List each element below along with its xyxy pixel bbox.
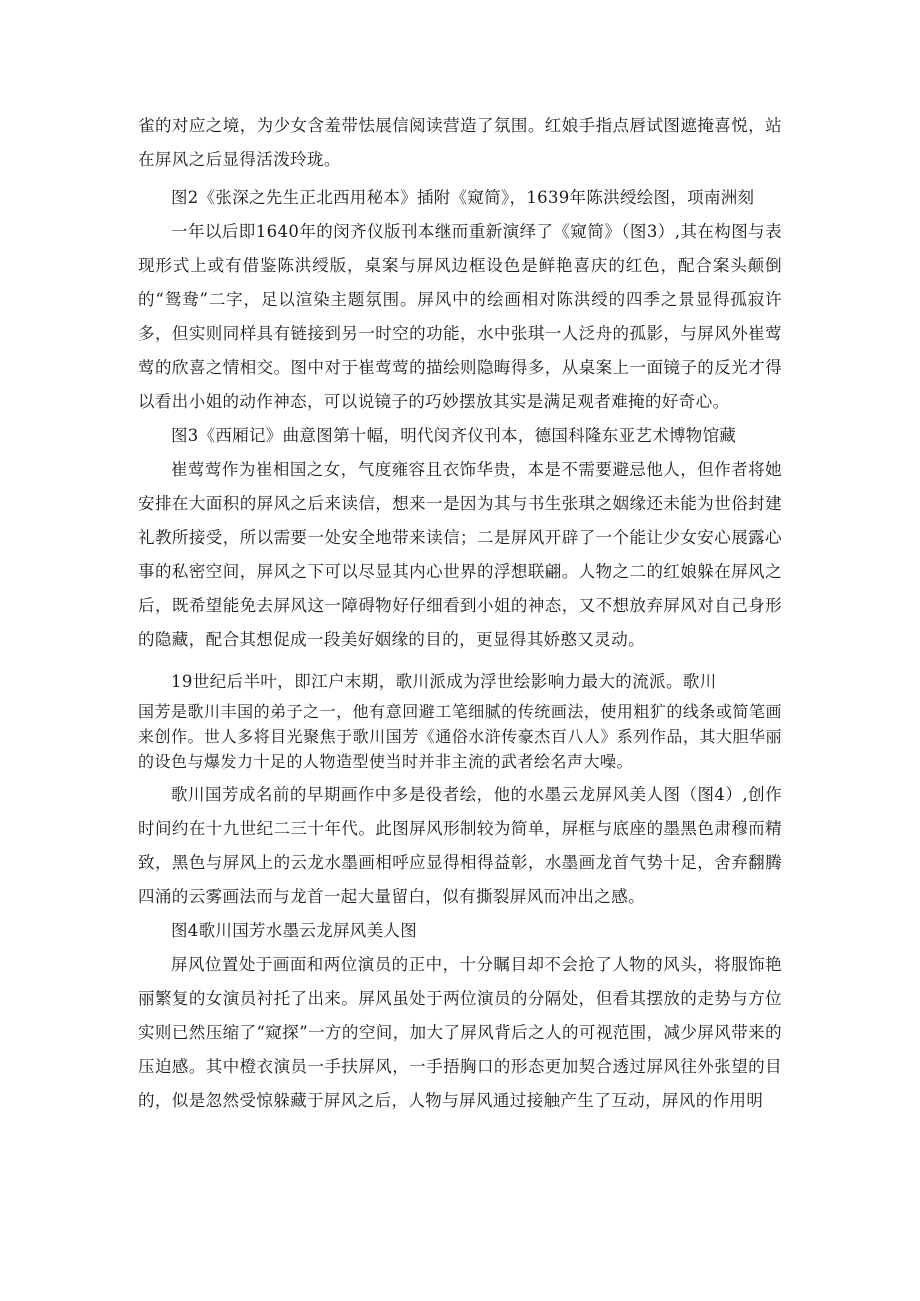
figure-caption-2: 图2《张深之先生正北西用秘本》插附《窥简》，1639年陈洪绶绘图，项南洲刻: [171, 188, 755, 207]
paragraph-4-lead: 19世纪后半叶，即江户末期，歌川派成为浮世绘影响力最大的流派。歌川: [171, 672, 717, 691]
paragraph-6: 屏风位置处于画面和两位演员的正中，十分瞩目却不会抢了人物的风头，将服饰艳丽繁复的女演员衬托了出来。屏风虽处于两位演员的分隔处，但看其摆放的走势与方位实则已然压缩了“窥探”一方的空间，加大了屏风背后之人的可视范围，减少屏风带来的压迫感。其中橙衣演员一手扶屏风，一手捂胸口的形态更加契合透过屏风往外张望的目的，似是忽然受惊躲藏于屏风之后，人物与屏风通过接触产生了互动，屏风的作用明: [138, 955, 782, 1110]
paragraph-4-body: 国芳是歌川丰国的弟子之一，他有意回避工笔细腻的传统画法，使用粗犷的线条或简笔画来创作。世人多将目光聚焦于歌川国芳《通俗水浒传豪杰百八人》系列作品，其大胆华丽的设色与爆发力十足的人物造型使当时并非主流的武者绘名声大噪。: [138, 702, 782, 771]
paragraph-2: 一年以后即1640年的闵齐仪版刊本继而重新演绎了《窥简》（图3）,其在构图与表现形式上或有借鉴陈洪绶版，桌案与屏风边框设色是鲜艳喜庆的红色，配合案头颠倒的“鸳鸯”二字，足以渲染主题氛围。屏风中的绘画相对陈洪绶的四季之景显得孤寂许多，但实则同样具有链接到另一时空的功能，水中张琪一人泛舟的孤影，与屏风外崔莺莺的欣喜之情相交。图中对于崔莺莺的描绘则隐晦得多，从桌案上一面镜子的反光才得以看出小姐的动作神态，可以说镜子的巧妙摆放其实是满足观者难掩的好奇心。: [138, 222, 782, 411]
paragraph-5: 歌川国芳成名前的早期画作中多是役者绘，他的水墨云龙屏风美人图（图4）,创作时间约在十九世纪二三十年代。此图屏风形制较为简单，屏框与底座的墨黑色肃穆而精致，黑色与屏风上的云龙水墨画相呼应显得相得益彰，水墨画龙首气势十足，舍弃翻腾四涌的云雾画法而与龙首一起大量留白，似有撕裂屏风而冲出之感。: [138, 785, 782, 906]
paragraph-continuation: 雀的对应之境，为少女含羞带怯展信阅读营造了氛围。红娘手指点唇试图遮掩喜悦，站在屏风之后显得活泼玲珑。: [138, 116, 782, 169]
figure-caption-4: 图4歌川国芳水墨云龙屏风美人图: [171, 921, 417, 940]
paragraph-3: 崔莺莺作为崔相国之女，气度雍容且衣饰华贵，本是不需要避忌他人，但作者将她安排在大面积的屏风之后来读信，想来一是因为其与书生张琪之姻缘还未能为世俗封建礼教所接受，所以需要一处安全地带来读信；二是屏风开辟了一个能让少女安心展露心事的私密空间，屏风之下可以尽显其内心世界的浮想联翩。人物之二的红娘躲在屏风之后，既希望能免去屏风这一障碍物好仔细看到小姐的神态，又不想放弃屏风对自己身形的隐藏，配合其想促成一段美好姻缘的目的，更显得其娇憨又灵动。: [138, 460, 782, 649]
figure-caption-3: 图3《西厢记》曲意图第十幅，明代闵齐仪刊本，德国科隆东亚艺术博物馆藏: [171, 426, 737, 445]
